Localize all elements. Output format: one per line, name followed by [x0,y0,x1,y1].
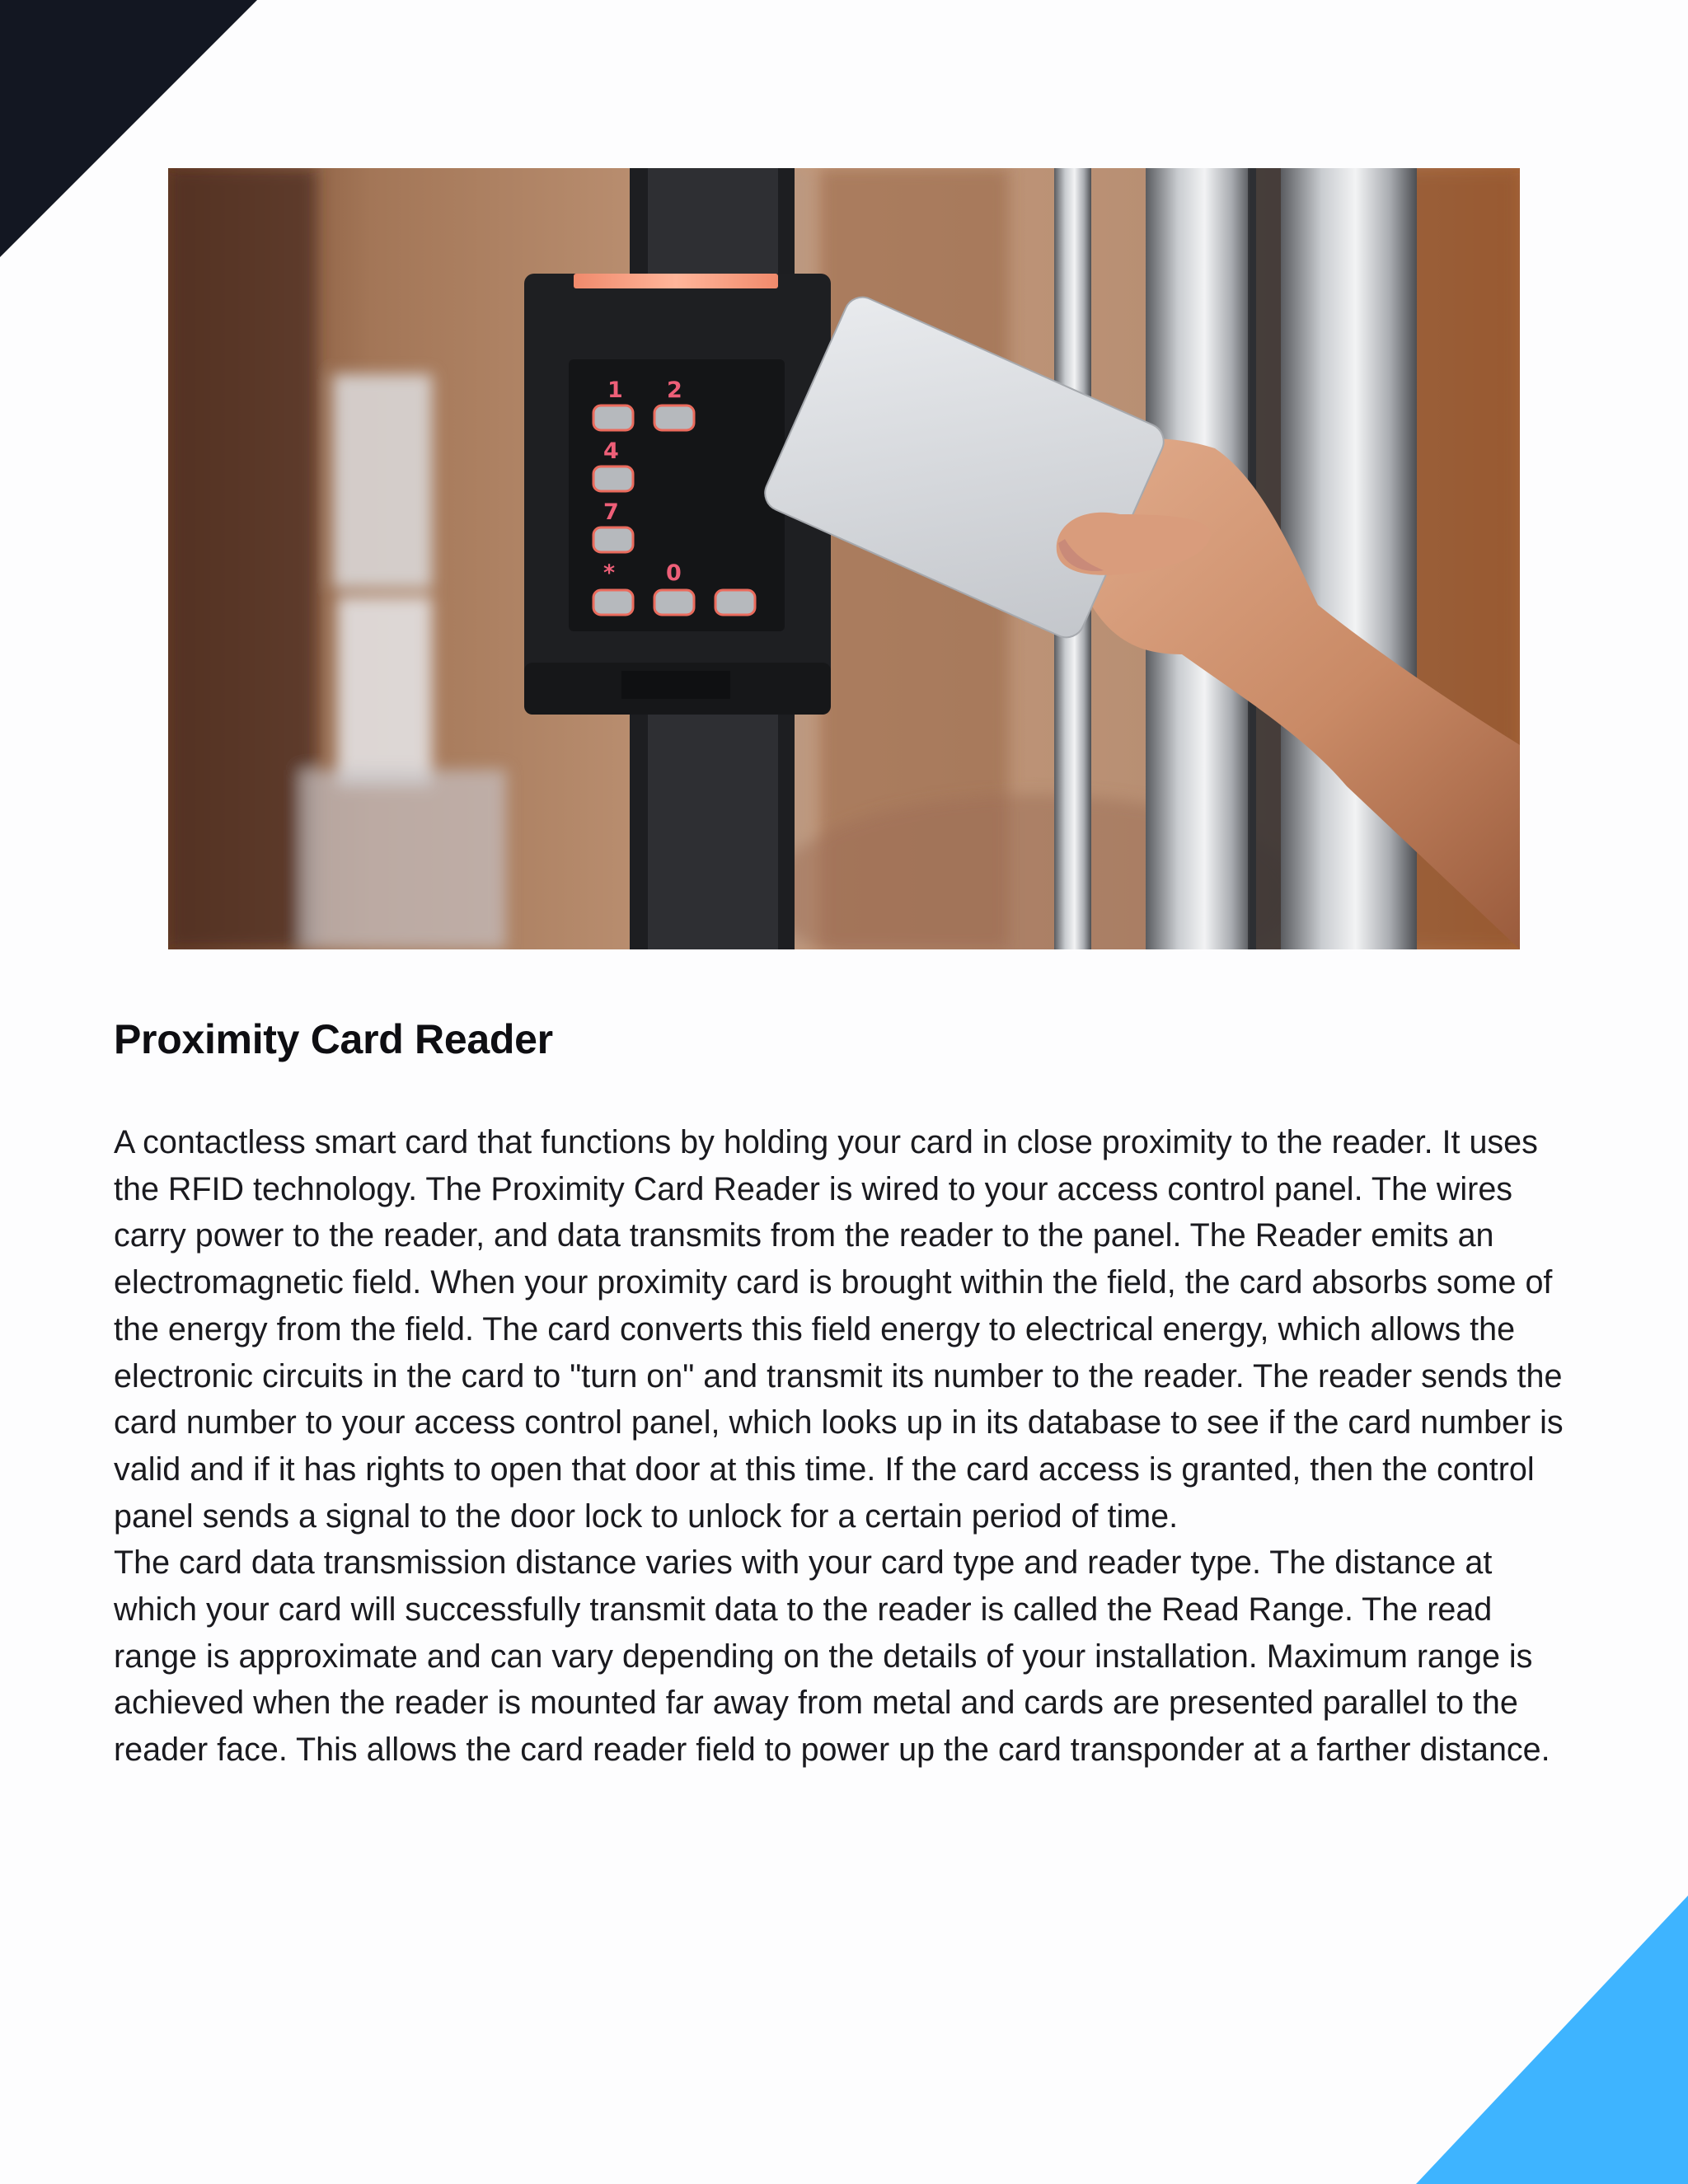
keypad-digit: 1 [607,377,623,403]
body-paragraph: The card data transmission distance varies with your card type and reader type. The distance at which your card will successfully transmit data to the reader is called the Read Range. The read range is approximate and can vary depending on the details of your installation. Maximum range is achieved when the reader is mounted far away from metal and cards are presented parallel to the reader face. This allows the card reader field to power up the card transponder at a farther distance. [114,1544,1550,1769]
section-title: Proximity Card Reader [114,1016,553,1062]
keypad-digit: 4 [603,438,619,464]
bottom-right-corner-decoration [1416,1896,1688,2184]
card-reader-photo [168,168,1520,949]
body-paragraph: A contactless smart card that functions by holding your card in close proximity to the reader. It uses the RFID technology. The Proximity Card Reader is wired to your access control panel. The wires carry power to the reader, and data transmits from the reader to the panel. The Reader emits an electromagnetic field. When your proximity card is brought within the field, the card absorbs some of the energy from the field. The card converts this field energy to electrical energy, which allows the electronic circuits in the card to "turn on" and transmit its number to the reader. The reader sends the card number to your access control panel, which looks up in its database to see if the card number is valid and if it has rights to open that door at this time. If the card access is granted, then the control panel sends a signal to the door lock to unlock for a certain period of time. [114,1124,1564,1535]
keypad-digit: 7 [603,499,619,525]
keypad-digit: 0 [666,560,682,586]
keypad-digit: * [603,560,616,586]
article-body [114,1119,1581,1774]
keypad-digit: 2 [667,377,682,403]
